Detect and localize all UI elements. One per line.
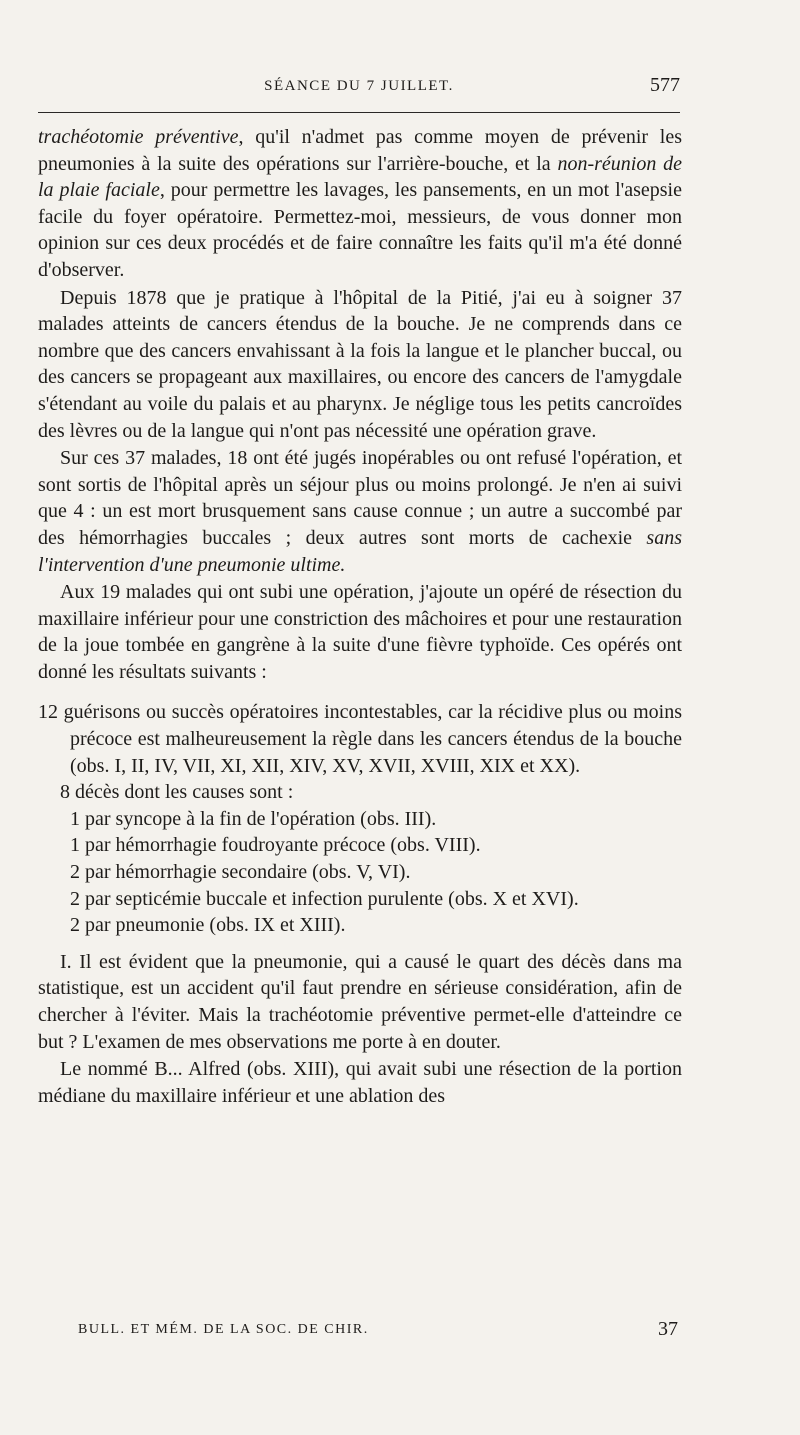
header-rule [38, 112, 680, 113]
paragraph-1 [38, 124, 682, 284]
paragraph-3 [38, 445, 682, 578]
page-footer [78, 1318, 678, 1342]
list-item: 12 guérisons ou succès opératoires incontestables, car la récidive plus ou moins précoce est malheureusement la règle dans les cancers étendus de la bouche (obs. I, II, IV, VII, XI, XII, XIV, XV, XVII, XVIII, XIX et XX). [38, 701, 682, 777]
paragraph-2: Depuis 1878 que je pratique à l'hôpital de la Pitié, j'ai eu à soigner 37 malades atteints de cancers étendus de la bouche. Je ne comprends dans ce nombre que des cancers envahissant à la fois la langue et le plancher buccal, ou des cancers se propageant aux maxillaires, ou encore des cancers de l'amygdale s'étendant au voile du palais et au pharynx. Je néglige tous les petits cancroïdes des lèvres ou de la langue qui n'ont pas nécessité une opération grave. [38, 286, 682, 442]
text-run: , qu'il n'admet pas comme moyen de prévenir les pneumonies à la suite des opérations sur l'arrière-bouche, et la [38, 126, 682, 175]
italic-phrase: sans l'intervention d'une pneumonie ultime. [38, 526, 682, 576]
list-subitem: 2 par septicémie buccale et infection purulente (obs. X et XVI). [70, 887, 579, 910]
text-run: Sur ces 37 malades, 18 ont été jugés inopérables ou ont refusé l'opération, et sont sortis de l'hôpital après un séjour plus ou moins prolongé. Je n'en ai suivi que 4 : un est mort brusquement sans cause connue ; un autre a succombé par des hémorrhagies buccales ; deux autres sont morts de cachexie [38, 447, 682, 549]
paragraph-6: Le nommé B... Alfred (obs. XIII), qui avait subi une résection de la portion médiane du maxillaire inférieur et une ablation des [38, 1058, 682, 1107]
footer-title: BULL. ET MÉM. DE LA SOC. DE CHIR. [78, 1322, 369, 1337]
text-run: , pour permettre les lavages, les pansements, en un mot l'asepsie facile du foyer opératoire. Permettez-moi, messieurs, de vous donner mon opinion sur ces deux procédés et de faire connaître les faits qu'il m'a été donné d'observer. [38, 179, 682, 281]
header-title: SÉANCE DU 7 JUILLET. [264, 78, 454, 94]
list-item: 8 décès dont les causes sont : [60, 781, 294, 804]
paragraph-5: I. Il est évident que la pneumonie, qui a causé le quart des décès dans ma statistique, est un accident qu'il faut prendre en sérieuse considération, afin de chercher à l'éviter. Mais la trachéotomie préventive permet-elle d'atteindre ce but ? L'examen de mes observations me porte à en douter. [38, 950, 682, 1053]
list-subitem: 2 par hémorrhagie secondaire (obs. V, VI). [70, 861, 411, 884]
list-subitem: 2 par pneumonie (obs. IX et XIII). [70, 914, 346, 937]
page-number: 577 [650, 74, 680, 96]
results-list [38, 699, 682, 938]
list-subitem: 1 par hémorrhagie foudroyante précoce (obs. VIII). [70, 834, 481, 857]
signature-mark: 37 [658, 1318, 678, 1340]
italic-phrase: non-réunion de la plaie faciale [38, 152, 682, 202]
paragraph-4: Aux 19 malades qui ont subi une opération, j'ajoute un opéré de résection du maxillaire inférieur pour une constriction des mâchoires et pour une restauration de la joue tombée en gangrène à la suite d'une fièvre typhoïde. Ces opérés ont donné les résultats suivants : [38, 581, 682, 683]
list-subitem: 1 par syncope à la fin de l'opération (obs. III). [70, 807, 437, 830]
italic-phrase: trachéotomie préventive [38, 126, 239, 148]
running-header [38, 74, 680, 100]
body-text [38, 124, 682, 1109]
